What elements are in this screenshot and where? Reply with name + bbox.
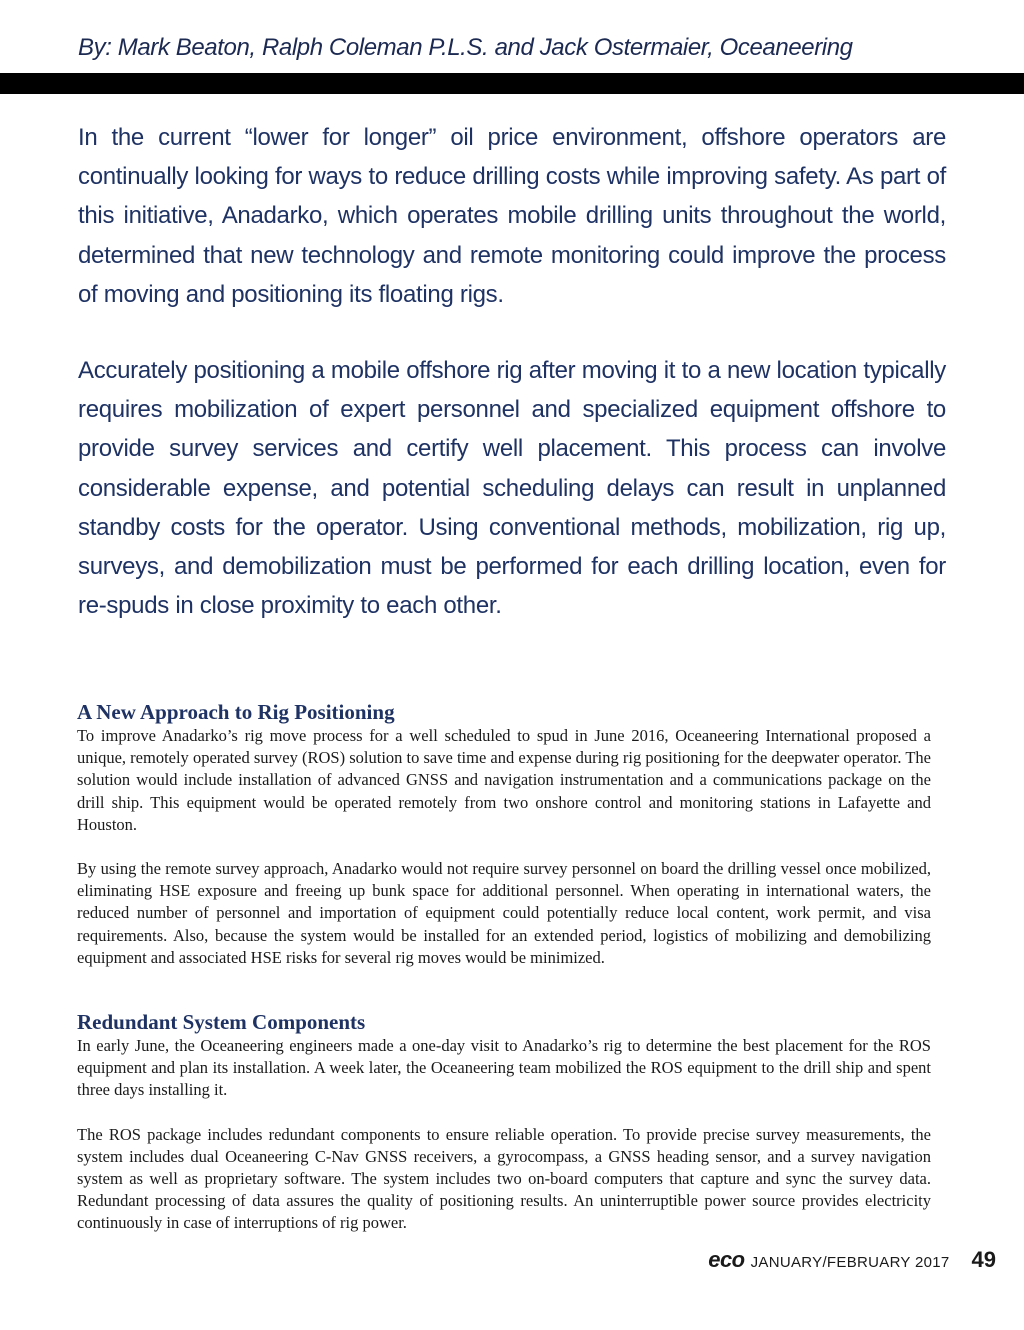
section-heading: A New Approach to Rig Positioning — [77, 700, 395, 724]
body-paragraph: The ROS package includes redundant components to ensure reliable operation. To provide precise survey measurements, the system includes dual Oceaneering C-Nav GNSS receivers, a gyrocompass, a GNSS heading sensor, and a survey navigation system as well as proprietary software. The system includes two on-board computers that capture and sync the survey data. Redundant processing of data assures the quality of positioning results. An uninterruptible power source provides electricity continuously in case of interruptions of rig power. — [77, 1124, 931, 1233]
body-paragraph: In early June, the Oceaneering engineers made a one-day visit to Anadarko’s rig to determine the best placement for the ROS equipment and plan its installation. A week later, the Oceaneering team mobilized the ROS equipment to the drill ship and spent three days installing it. — [77, 1036, 931, 1100]
issue-date: JANUARY/FEBRUARY 2017 — [750, 1254, 950, 1271]
magazine-logo: eco — [708, 1247, 745, 1272]
header-rule — [0, 73, 1024, 94]
page-footer — [708, 1247, 996, 1273]
lede-paragraph-1: In the current “lower for longer” oil price environment, offshore operators are continually looking for ways to reduce drilling costs while improving safety. As part of this initiative, Anadarko, which operates mobile drilling units throughout the world, determined that new technology and remote monitoring could improve the process of moving and positioning its floating rigs. — [78, 124, 946, 308]
byline: By: Mark Beaton, Ralph Coleman P.L.S. and Jack Ostermaier, Oceaneering — [78, 34, 853, 61]
section-redundant-components — [77, 1009, 931, 1235]
section-new-approach — [77, 699, 931, 969]
body-paragraph: To improve Anadarko’s rig move process for a well scheduled to spud in June 2016, Oceaneering International proposed a unique, remotely operated survey (ROS) solution to save time and expense during rig positioning for the deepwater operator. The solution would include installation of advanced GNSS and navigation instrumentation and a communications package on the drill ship. This equipment would be operated remotely from two onshore control and monitoring stations in Lafayette and Houston. — [77, 726, 931, 834]
lede-paragraph-2: Accurately positioning a mobile offshore rig after moving it to a new location typically requires mobilization of expert personnel and specialized equipment offshore to provide survey services and certify well placement. This process can involve considerable expense, and potential scheduling delays can result in unplanned standby costs for the operator. Using conventional methods, mobilization, rig up, surveys, and demobilization must be performed for each drilling location, even for re-spuds in close proximity to each other. — [78, 357, 946, 620]
page-number: 49 — [971, 1247, 996, 1272]
section-heading: Redundant System Components — [77, 1010, 366, 1034]
body-paragraph: By using the remote survey approach, Anadarko would not require survey personnel on board the drilling vessel once mobilized, eliminating HSE exposure and freeing up bunk space for additional personnel. When operating in international waters, the reduced number of personnel and importation of equipment could potentially reduce local content, work permit, and visa requirements. Also, because the system would be installed for an extended period, logistics of mobilizing and demobilizing equipment and associated HSE risks for several rig moves would be minimized. — [77, 859, 931, 967]
